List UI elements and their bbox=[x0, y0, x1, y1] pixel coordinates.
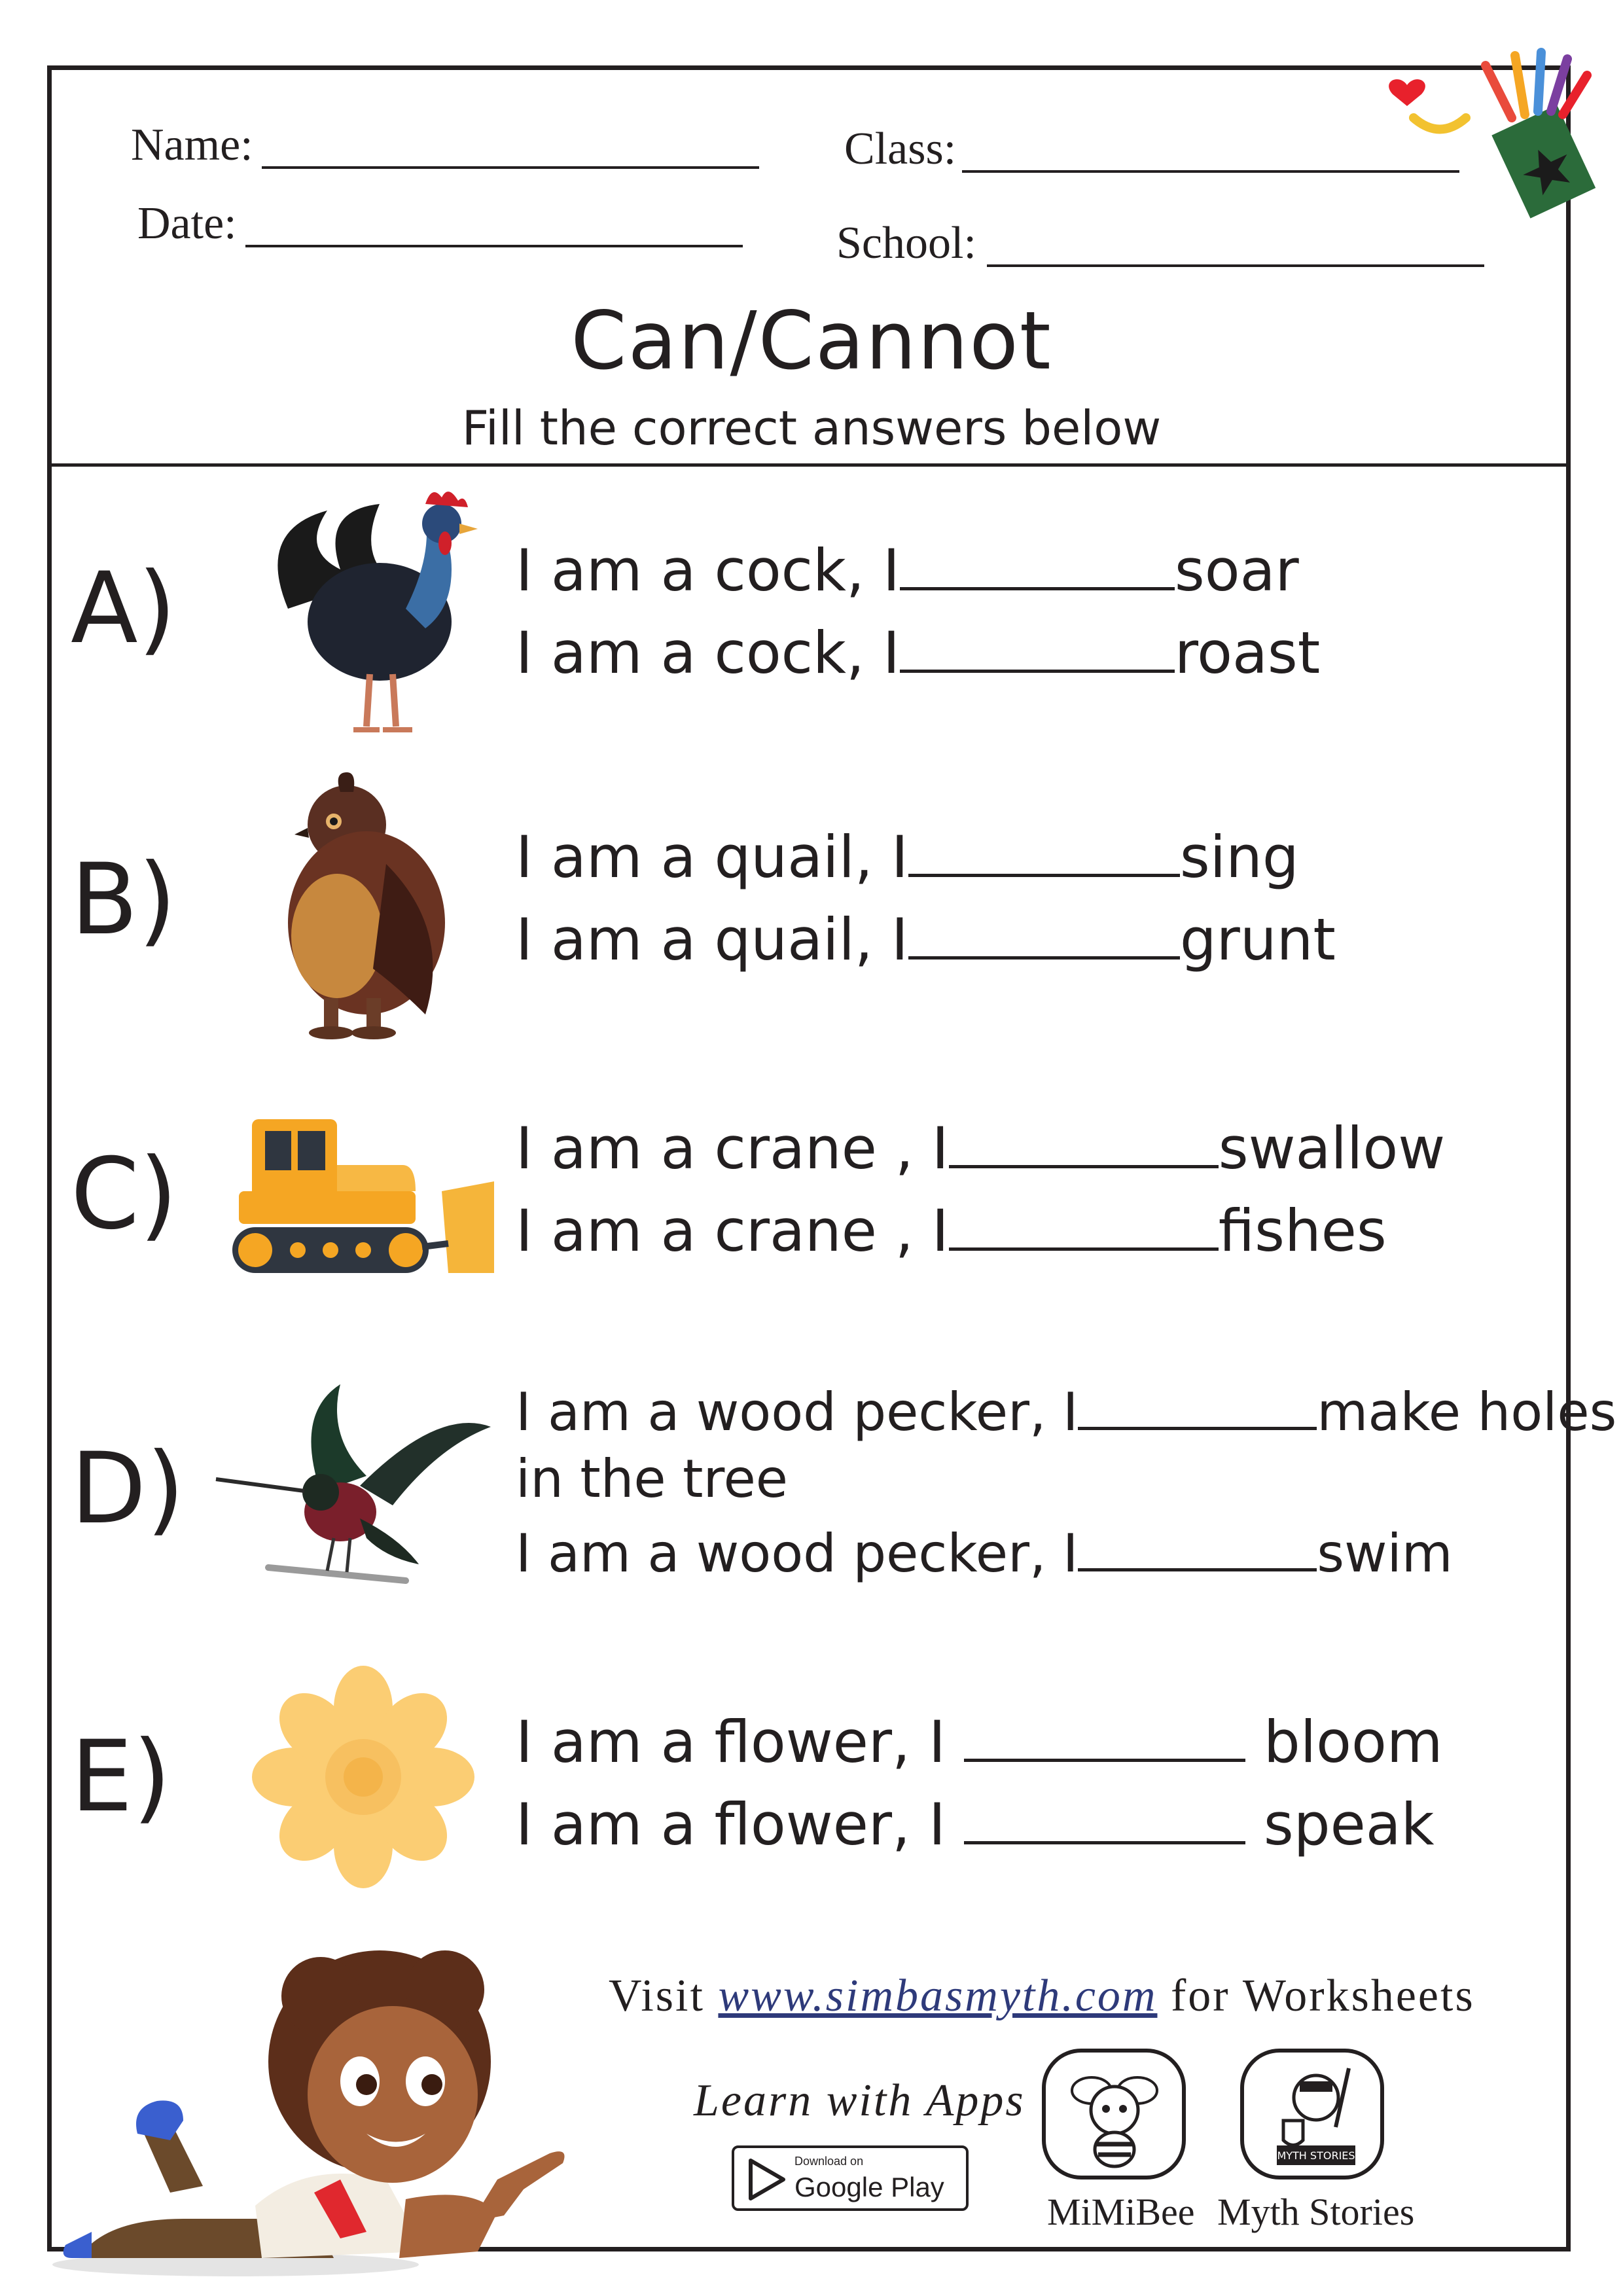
worksheet-title: Can/Cannot bbox=[571, 295, 1052, 387]
class-field[interactable] bbox=[844, 123, 956, 175]
class-label: Class: bbox=[844, 124, 957, 174]
answer-blank-e2[interactable] bbox=[964, 1792, 1245, 1844]
sentence-e2 bbox=[516, 1790, 1435, 1858]
visit-prefix: Visit bbox=[609, 1971, 705, 2021]
name-line bbox=[262, 166, 759, 169]
rooster-icon bbox=[249, 478, 484, 740]
sentence-c2-end: fishes bbox=[1218, 1196, 1387, 1265]
date-field[interactable] bbox=[137, 198, 237, 250]
sentence-c2 bbox=[516, 1196, 1387, 1265]
bulldozer-icon bbox=[226, 1106, 501, 1283]
question-label-c: C) bbox=[71, 1138, 178, 1251]
google-play-small-text: Download on bbox=[794, 2155, 864, 2168]
answer-blank-b2[interactable] bbox=[908, 907, 1180, 960]
sentence-b2 bbox=[516, 905, 1336, 973]
sentence-e1-end: bloom bbox=[1245, 1708, 1443, 1776]
date-label: Date: bbox=[137, 198, 237, 249]
class-line bbox=[962, 170, 1459, 173]
sentence-c1 bbox=[516, 1114, 1446, 1182]
answer-blank-d2[interactable] bbox=[1078, 1524, 1317, 1571]
question-label-b: B) bbox=[71, 843, 177, 957]
sentence-e2-end: speak bbox=[1245, 1790, 1435, 1858]
sentence-d1-start: I am a wood pecker, I bbox=[516, 1382, 1079, 1443]
question-label-d: D) bbox=[71, 1432, 185, 1546]
question-label-e: E) bbox=[71, 1720, 171, 1834]
sentence-b2-end: grunt bbox=[1179, 905, 1336, 973]
answer-blank-a1[interactable] bbox=[900, 538, 1175, 590]
sentence-c2-start: I am a crane , I bbox=[516, 1196, 949, 1265]
play-store-icon bbox=[747, 2159, 787, 2200]
answer-blank-c1[interactable] bbox=[949, 1116, 1219, 1168]
sentence-a2 bbox=[516, 619, 1321, 687]
knight-icon bbox=[1264, 2062, 1368, 2170]
answer-blank-c2[interactable] bbox=[949, 1198, 1219, 1251]
sentence-d1-continued: in the tree bbox=[516, 1448, 789, 1509]
date-line bbox=[245, 245, 743, 247]
website-link[interactable]: www.simbasmyth.com bbox=[718, 1971, 1158, 2021]
sentence-b1 bbox=[516, 823, 1299, 891]
sentence-a1-end: soar bbox=[1174, 536, 1299, 604]
hummingbird-icon bbox=[209, 1381, 497, 1597]
school-line bbox=[987, 264, 1484, 267]
mimibee-app-icon[interactable] bbox=[1042, 2049, 1186, 2179]
sentence-a2-start: I am a cock, I bbox=[516, 619, 900, 687]
answer-blank-e1[interactable] bbox=[964, 1710, 1245, 1762]
footer-visit-line bbox=[609, 1970, 1475, 2022]
sentence-e2-start: I am a flower, I bbox=[516, 1790, 964, 1858]
sentence-e1-start: I am a flower, I bbox=[516, 1708, 964, 1776]
flower-icon bbox=[245, 1662, 481, 1892]
sentence-d1 bbox=[516, 1382, 1617, 1443]
sentence-b1-start: I am a quail, I bbox=[516, 823, 908, 891]
boy-lying-illustration bbox=[39, 1918, 615, 2284]
google-play-text: Google Play bbox=[794, 2172, 944, 2202]
name-field[interactable] bbox=[131, 119, 253, 171]
school-label: School: bbox=[836, 218, 976, 268]
sentence-c1-end: swallow bbox=[1218, 1114, 1446, 1182]
sentence-d1-end: make holes bbox=[1317, 1382, 1617, 1443]
school-field[interactable] bbox=[836, 217, 976, 270]
name-label: Name: bbox=[131, 120, 253, 170]
header-divider bbox=[47, 463, 1571, 467]
learn-with-apps-label: Learn with Apps bbox=[694, 2075, 1026, 2126]
sentence-d2-start: I am a wood pecker, I bbox=[516, 1523, 1079, 1584]
question-label-a: A) bbox=[71, 552, 177, 666]
sentence-b1-end: sing bbox=[1179, 823, 1299, 891]
worksheet-subtitle: Fill the correct answers below bbox=[461, 401, 1162, 456]
answer-blank-a2[interactable] bbox=[900, 620, 1175, 673]
sentence-d2-end: swim bbox=[1317, 1523, 1453, 1584]
myth-stories-badge: MYTH STORIES bbox=[1277, 2149, 1355, 2162]
mimibee-app-name: MiMiBee bbox=[1047, 2191, 1195, 2233]
sentence-b2-start: I am a quail, I bbox=[516, 905, 908, 973]
visit-suffix: for Worksheets bbox=[1170, 1971, 1475, 2021]
sentence-a1-start: I am a cock, I bbox=[516, 536, 900, 604]
myth-stories-app-icon[interactable] bbox=[1240, 2049, 1384, 2179]
sentence-a1 bbox=[516, 536, 1299, 604]
myth-stories-app-name: Myth Stories bbox=[1217, 2191, 1415, 2233]
sentence-d2 bbox=[516, 1523, 1453, 1584]
sentence-e1 bbox=[516, 1708, 1443, 1776]
bee-icon bbox=[1065, 2064, 1164, 2169]
pencil-cup-icon bbox=[1387, 46, 1603, 223]
sentence-a2-end: roast bbox=[1174, 619, 1321, 687]
quail-icon bbox=[268, 766, 458, 1041]
google-play-button[interactable] bbox=[732, 2145, 969, 2211]
answer-blank-d1[interactable] bbox=[1078, 1382, 1317, 1430]
sentence-c1-start: I am a crane , I bbox=[516, 1114, 949, 1182]
answer-blank-b1[interactable] bbox=[908, 825, 1180, 877]
